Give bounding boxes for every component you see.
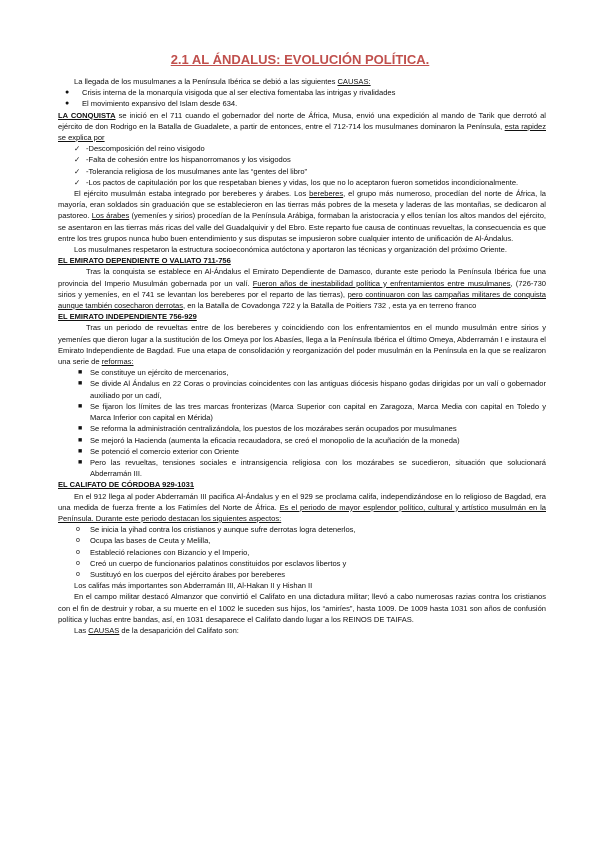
list-item: o Ocupa las bases de Ceuta y Melilla, — [76, 536, 211, 546]
square-bullet-icon: ■ — [78, 369, 83, 377]
bullet-icon: ● — [65, 100, 70, 108]
square-bullet-icon: ■ — [78, 436, 83, 444]
section-heading-emirato-independiente: EL EMIRATO INDEPENDIENTE 756-929 — [58, 312, 197, 322]
checkmark-icon: ✓ — [74, 166, 81, 176]
list-item: ■ Se fijaron los límites de las tres marcas fronterizas (Marca Superior con capital en Zaragoza, Marca Media con capital en Toledo y Marca Inferior con capital en Mérida) — [78, 401, 546, 423]
list-item: o Creó un cuerpo de funcionarios palatinos constituidos por esclavos libertos y — [76, 558, 347, 568]
emirato-dependiente-paragraph: Tras la conquista se establece en Al-Ándalus el Emirato Dependiente de Damasco, durante este periodo la Península Ibérica fue una provincia del Imperio Musulmán gobernada por un valí. Fueron años de inestabilidad política y enfrentamientos entre musulmanes, (726-730 sirios y yemeníes, en el 741 se levantan los bereberes por el reparto de las tierras), pero continuaron con las campañas militares de conquista aunque también cosecharon derrotas, en la Batalla de Covadonga 722 y la Batalla de Poitiers 732 , esta ya en terreno franco — [58, 267, 547, 311]
causas-desaparicion-line: Las CAUSAS de la desaparición del Califato son: — [74, 625, 239, 635]
intro-text: La llegada de los musulmanes a la Península Ibérica se debió a las siguientes — [74, 77, 338, 86]
list-item: o Estableció relaciones con Bizancio y el Imperio, — [76, 547, 250, 557]
bullet-icon: ● — [65, 89, 70, 97]
list-item: ■ Pero las revueltas, tensiones sociales e intransigencia religiosa con los mozárabes se sucedieron, situación que solucionará Abderramán III. — [78, 457, 546, 479]
square-bullet-icon: ■ — [78, 447, 83, 455]
list-item: ✓ -Falta de cohesión entre los hispanorromanos y los visigodos — [74, 155, 291, 165]
reformas-label: reformas: — [101, 357, 134, 367]
intro-paragraph — [58, 76, 546, 87]
aspectos-list — [58, 524, 546, 580]
square-bullet-icon: ■ — [78, 402, 83, 410]
page-title: 2.1 AL ÁNDALUS: EVOLUCIÓN POLÍTICA. — [170, 52, 430, 67]
causes-list — [58, 87, 546, 109]
conquista-label: LA CONQUISTA — [58, 110, 116, 120]
circle-bullet-icon: o — [76, 526, 80, 534]
list-item: ■ Se divide Al Ándalus en 22 Coras o provincias coincidentes con las antiguas diócesis hispano godas dirigidas por un valí o gobernador auxiliado por un cadí, — [78, 379, 546, 400]
list-item: ■ Se reforma la administración centralizándola, los puestos de los mozárabes serán ocupados por musulmanes — [78, 424, 457, 434]
checkmark-icon: ✓ — [74, 155, 81, 165]
reformas-list — [58, 367, 546, 479]
square-bullet-icon: ■ — [78, 425, 83, 433]
list-item: ✓ -Descomposición del reino visigodo — [74, 144, 205, 154]
checkmark-icon: ✓ — [74, 177, 81, 187]
list-item: ■ Se potenció el comercio exterior con Oriente — [78, 446, 239, 456]
circle-bullet-icon: o — [76, 570, 80, 578]
rapidez-list — [58, 143, 546, 188]
conquista-paragraph: LA CONQUISTA se inició en el 711 cuando el gobernador del norte de África, Musa, envió una expedición al mando de Tarik que derrotó al ejército de don Rodrigo en la Batalla de Guadalete, a partir de entonces, entre el 712-714 los musulmanes dominaron la Península, esta rapidez se explica por — [58, 110, 546, 143]
circle-bullet-icon: o — [76, 548, 80, 556]
square-bullet-icon: ■ — [78, 380, 83, 388]
respeto-paragraph: Los musulmanes respetaron la estructura socioeconómica autóctona y aportaron las técnicas y organización del próximo Oriente. — [74, 245, 507, 255]
list-item: ✓ -Los pactos de capitulación por los que respetaban bienes y vidas, los que no lo aceptaron fueron sometidos incondicionalmente. — [74, 177, 519, 187]
document-body — [58, 76, 546, 636]
ejercito-paragraph: El ejército musulmán estaba integrado por bereberes y árabes. Los bereberes, el grupo más numeroso, procedían del norte de África, la mayoría, eran soldados sin graduación que se establecieron en las tierras más pobres de la meseta y laderas de las montañas, se dedicaron al pastoreo. Los árabes (yemeníes y sirios) procedían de la Península Arábiga, formaban la aristocracia y ellos tenían los altos mandos del ejército, se asentaron en las tierras más ricas del valle del Guadalquivir y del Ebro. Este reparto fue causa de continuas revueltas, la consecuencia es que entre los tres grupos nunca hubo buen entendimiento y sus disputas se impusieron sobre cualquier intento de unificación de Al-Ándalus. — [58, 189, 546, 243]
section-heading-califato: EL CALIFATO DE CÓRDOBA 929-1031 — [58, 480, 195, 490]
almanzor-paragraph: En el campo militar destacó Almanzor que convirtió el Califato en una dictadura militar; llevó a cabo numerosas razias contra los cristianos con el fin de destruir y robar, a su muerte en el 1002 le suceden sus hijos, los “amiríes”, hasta 1009. De 1009 hasta 1031 son años de confusión política y luchas entre bandas, así, en 1031 desaparece el Califato dando lugar a los REINOS DE TAIFAS. — [58, 592, 546, 624]
checkmark-icon: ✓ — [74, 144, 81, 154]
section-heading-emirato-dependiente: EL EMIRATO DEPENDIENTE O VALIATO 711-756 — [58, 256, 231, 266]
square-bullet-icon: ■ — [78, 458, 83, 466]
list-item: ■ Se constituye un ejército de mercenarios, — [78, 368, 229, 378]
emirato-independiente-paragraph: Tras un periodo de revueltas entre de los bereberes y coincidiendo con los enfrentamientos en el mundo musulmán entre sirios y yemeníes que dieron lugar a la sustitución de los Omeya por los Abasíes, llega a la Península Ibérica el último Omeya, Abderramán I e instaura el Emirato Independiente de Bagdad. Fue una etapa de consolidación y reorganización del poder musulmán en la Península en la que se realizaron una serie de reformas: — [58, 323, 546, 367]
rapidez-label: esta rapidez se explica por — [58, 121, 546, 143]
list-item: o Se inicia la yihad contra los cristianos y aunque sufre derrotas logra detenerlos, — [76, 525, 356, 535]
list-item: ● Crisis interna de la monarquía visigoda que al ser electiva fomentaba las intrigas y rivalidades — [65, 88, 396, 98]
califas-line: Los califas más importantes son Abderramán III, Al-Hakan II y Hishan II — [74, 581, 313, 591]
list-item: ✓ -Tolerancia religiosa de los musulmanes ante las “gentes del libro” — [74, 166, 308, 176]
causas-label: CAUSAS: — [337, 77, 371, 86]
list-item: ● El movimiento expansivo del Islam desde 634. — [65, 99, 238, 109]
list-item: o Sustituyó en los cuerpos del ejército árabes por bereberes — [76, 569, 286, 579]
circle-bullet-icon: o — [76, 537, 80, 545]
list-item: ■ Se mejoró la Hacienda (aumenta la eficacia recaudadora, se creó el monopolio de la acuñación de la moneda) — [78, 435, 460, 445]
califato-paragraph: En el 912 llega al poder Abderramán III pacifica Al-Ándalus y en el 929 se proclama califa, independizándose en lo religioso de Bagdad, era una medida de fuerza frente a los Fatimíes del Norte de África. Es el periodo de mayor esplendor político, cultural y artístico musulmán en la Península. Durante este periodo destacan los siguientes aspectos: — [58, 491, 546, 523]
circle-bullet-icon: o — [76, 559, 80, 567]
